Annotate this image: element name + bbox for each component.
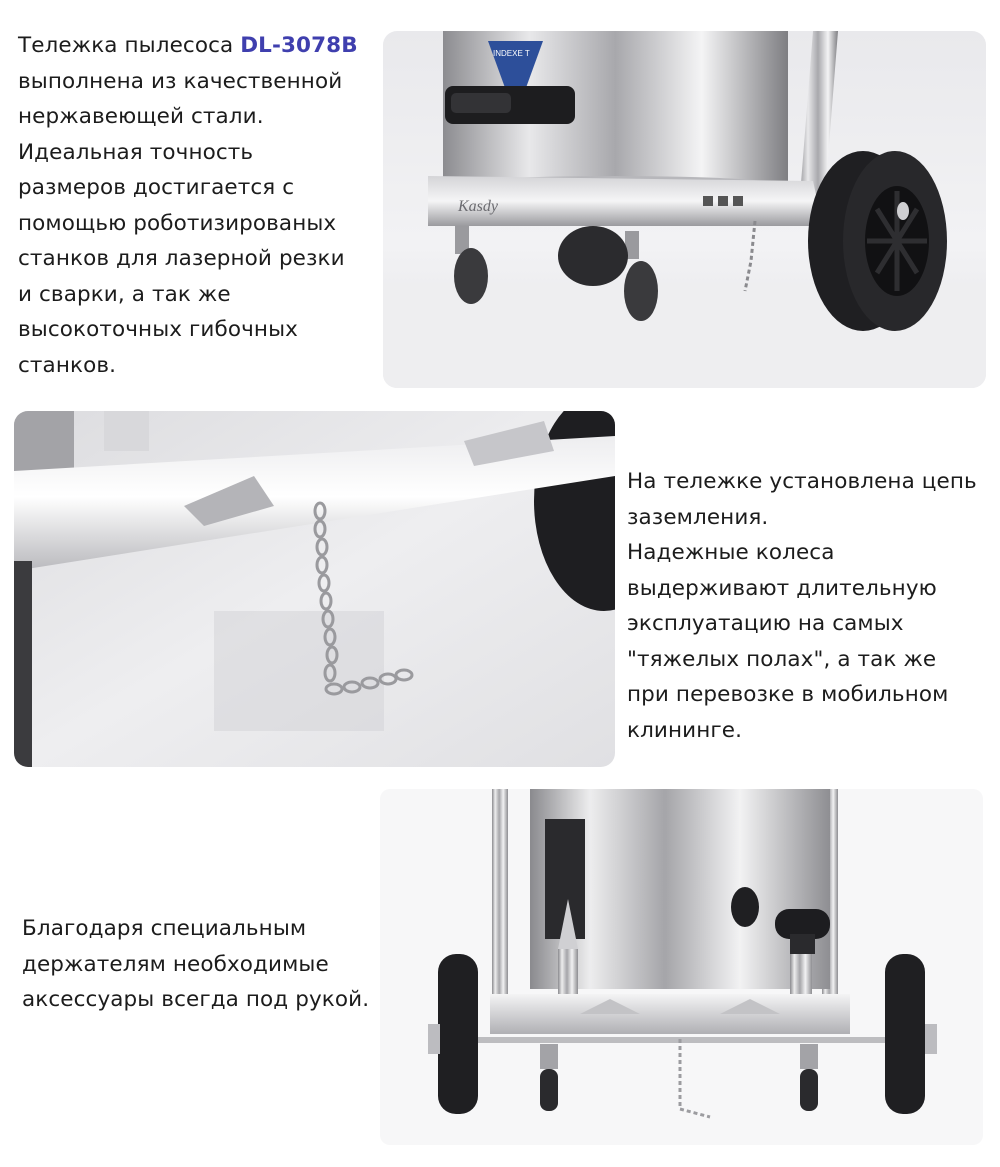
section3-line-1: держателям необходимые: [22, 951, 329, 977]
section1-line-3: Идеальная точность: [18, 139, 254, 165]
section2-line-7: клининге.: [627, 717, 743, 743]
section1-line-1: выполнена из качественной: [18, 68, 343, 94]
section2-line-1: заземления.: [627, 504, 769, 530]
section1-line-2: нержавеющей стали.: [18, 104, 264, 129]
section3-line-0: Благодаря специальным: [22, 916, 307, 941]
section1-text: [18, 28, 378, 383]
section2-line-3: выдерживают длительную: [627, 575, 937, 601]
tank-label: INDEXE T: [493, 49, 530, 58]
section2-line-4: эксплуатацию на самых: [627, 611, 904, 636]
section1-line-6: станков для лазерной резки: [18, 246, 345, 271]
cart-base-photo: [383, 31, 986, 388]
model-name: DL-3078B: [240, 33, 358, 58]
cart-logo: Kasdy: [458, 198, 498, 215]
section2-text: [627, 464, 992, 748]
section2-line-2: Надежные колеса: [627, 540, 835, 565]
section1-line-4: размеров достигается с: [18, 175, 295, 200]
ground-chain-photo: [14, 411, 615, 767]
section2-line-5: "тяжелых полах", а так же: [627, 646, 937, 672]
section3-text: [22, 911, 392, 1018]
section1-line-9: станков.: [18, 352, 117, 378]
section1-line-5: помощью роботизированых: [18, 210, 337, 236]
section1-line-7: и сварки, а так же: [18, 281, 231, 307]
section2-line-0: На тележке установлена цепь: [627, 469, 977, 494]
section1-line-0: Тележка пылесоса DL-3078B: [18, 33, 358, 58]
section2-line-6: при перевозке в мобильном: [627, 682, 949, 707]
section3-line-2: аксессуары всегда под рукой.: [22, 987, 370, 1012]
accessory-holders-photo: [380, 789, 983, 1145]
section1-line-8: высокоточных гибочных: [18, 317, 298, 342]
